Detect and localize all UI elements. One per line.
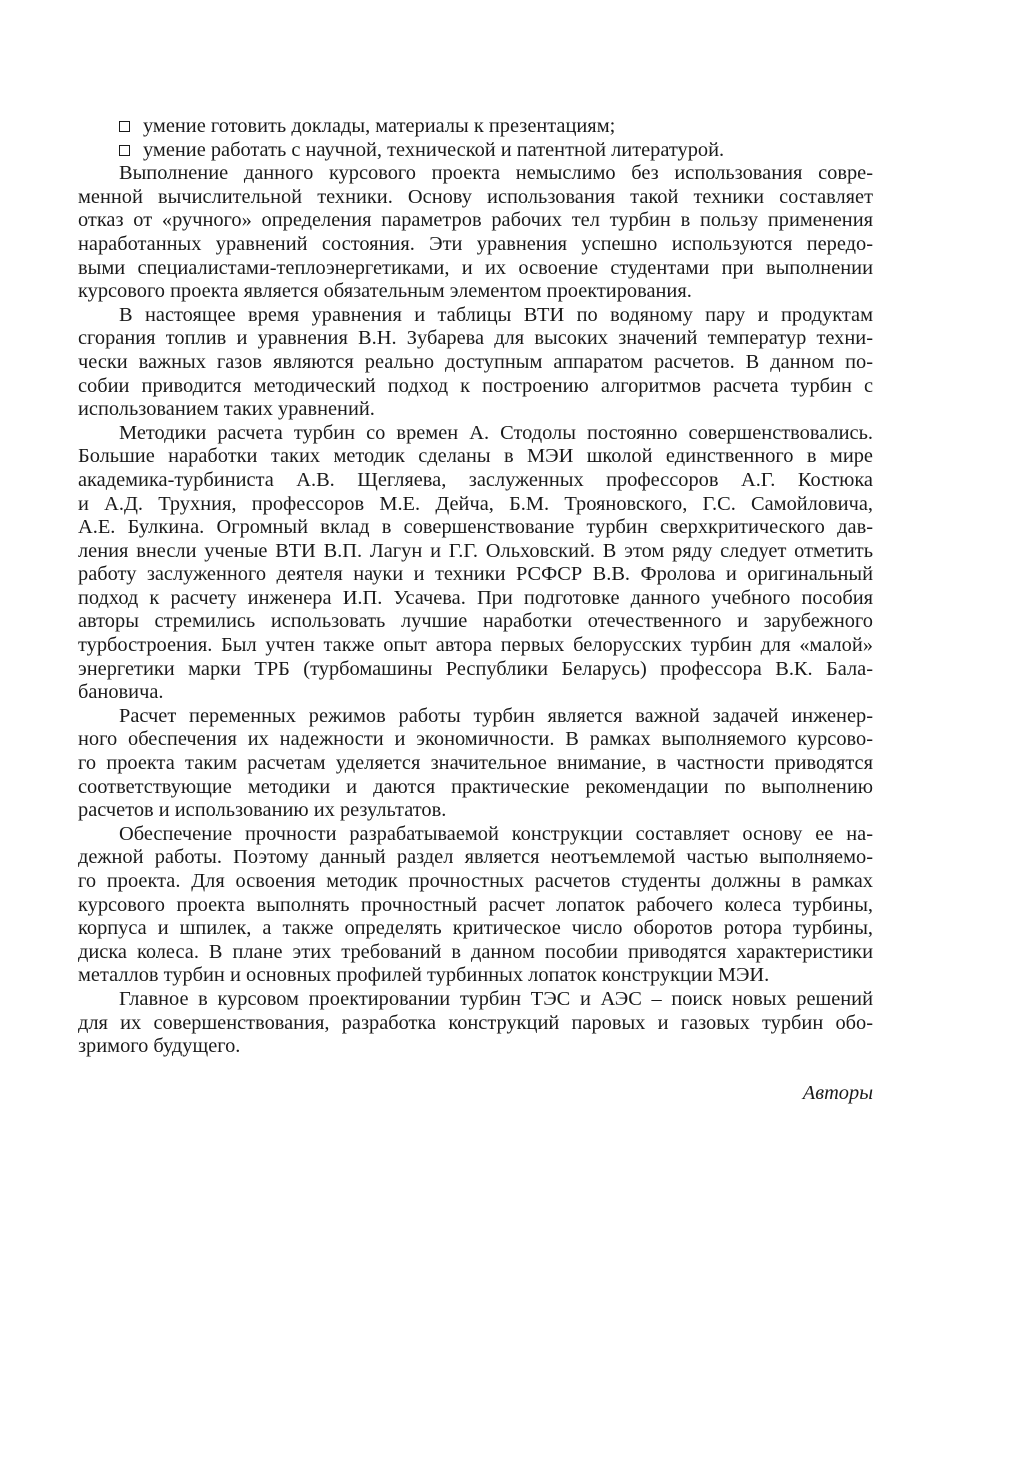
paragraph-line: металлов турбин и основных профилей турбинных лопаток конструкции МЭИ. — [78, 964, 770, 987]
paragraph-line: Расчет переменных режимов работы турбин является важной задачей инженер- — [119, 704, 873, 727]
checkbox-bullet-icon — [119, 121, 130, 132]
paragraph-line: го проекта. Для освоения методик прочностных расчетов студенты должны в рамках — [78, 870, 873, 892]
paragraph-line: диска колеса. В плане этих требований в данном пособии приводятся характеристики — [78, 940, 873, 963]
paragraph-line: Выполнение данного курсового проекта немыслимо без использования совре- — [119, 162, 873, 185]
paragraph-line: го проекта таким расчетам уделяется значительное внимание, в частности приводятся — [78, 752, 873, 775]
paragraph-line: курсового проекта выполнять прочностный расчет лопаток рабочего колеса турбины, — [78, 893, 873, 916]
paragraph-line: Главное в курсовом проектировании турбин ТЭС и АЭС – поиск новых решений — [119, 987, 873, 1010]
paragraph-line: энергетики марки ТРБ (турбомашины Республики Беларусь) профессора В.К. Бала- — [78, 657, 873, 680]
paragraph — [78, 162, 873, 304]
paragraph-line: В настоящее время уравнения и таблицы ВТИ по водяному пару и продуктам — [119, 303, 873, 326]
paragraph-line: ления внесли ученые ВТИ В.П. Лагун и Г.Г. Ольховский. В этом ряду следует отметить — [78, 539, 873, 562]
list-item-text: умение работать с научной, технической и патентной литературой. — [143, 138, 725, 161]
paragraph-line: Методики расчета турбин со времен А. Стодолы постоянно совершенствовались. — [119, 421, 873, 444]
paragraph-line: работу заслуженного деятеля науки и техники РСФСР В.В. Фролова и оригинальный — [78, 563, 873, 586]
paragraph-line: ного обеспечения их надежности и экономичности. В рамках выполняемого курсово- — [78, 728, 873, 751]
paragraph — [78, 422, 873, 705]
paragraph-line: зримого будущего. — [78, 1035, 241, 1058]
paragraphs — [78, 162, 873, 1059]
paragraph-line: соответствующие методики и даются практические рекомендации по выполнению — [78, 775, 873, 798]
paragraph-line: подход к расчету инженера И.П. Усачева. При подготовке данного учебного пособия — [78, 586, 873, 609]
paragraph — [78, 304, 873, 422]
paragraph-line: курсового проекта является обязательным элементом проектирования. — [78, 280, 692, 303]
paragraph-line: выми специалистами-теплоэнергетиками, и их освоение студентами при выполнении — [78, 256, 873, 279]
paragraph — [78, 988, 873, 1059]
paragraph-line: и А.Д. Трухния, профессоров М.Е. Дейча, Б.М. Трояновского, Г.С. Самойловича, — [78, 492, 873, 515]
paragraph-line: отказ от «ручного» определения параметров рабочих тел турбин в пользу применения — [78, 209, 873, 232]
checkbox-bullet-icon — [119, 145, 130, 156]
paragraph-line: бановича. — [78, 681, 164, 704]
page-body — [78, 115, 873, 1106]
signature: Авторы — [802, 1082, 873, 1105]
paragraph-line: для их совершенствования, разработка конструкций паровых и газовых турбин обо- — [78, 1011, 873, 1034]
paragraph-line: сгорания топлив и уравнения В.Н. Зубарева для высоких значений температур техни- — [78, 327, 873, 350]
paragraph-line: турбостроения. Был учтен также опыт автора первых белорусских турбин для «малой» — [78, 634, 873, 657]
paragraph-line: менной вычислительной техники. Основу использования такой техники составляет — [78, 185, 873, 208]
paragraph-line: корпуса и шпилек, а также определять критическое число оборотов ротора турбины, — [78, 917, 873, 940]
paragraph — [78, 823, 873, 988]
paragraph-line: академика-турбиниста А.В. Щегляева, заслуженных профессоров А.Г. Костюка — [78, 468, 873, 491]
paragraph-line: собии приводится методический подход к построению алгоритмов расчета турбин с — [78, 374, 873, 397]
paragraph-line: использованием таких уравнений. — [78, 398, 375, 421]
paragraph-line: авторы стремились использовать лучшие наработки отечественного и зарубежного — [78, 610, 873, 633]
bullet-list — [78, 115, 873, 162]
list-item-text: умение готовить доклады, материалы к презентациям; — [143, 115, 616, 137]
paragraph-line: Большие наработки таких методик сделаны в МЭИ школой единственного в мире — [78, 445, 873, 468]
paragraph-line: дежной работы. Поэтому данный раздел является неотъемлемой частью выполняемо- — [78, 846, 873, 869]
paragraph-line: чески важных газов являются реально доступным аппаратом расчетов. В данном по- — [78, 350, 873, 373]
list-item — [119, 115, 873, 139]
list-item — [119, 139, 873, 163]
paragraph-line: Обеспечение прочности разрабатываемой конструкции составляет основу ее на- — [119, 822, 873, 845]
paragraph-line: расчетов и использованию их результатов. — [78, 799, 447, 822]
paragraph-line: А.Е. Булкина. Огромный вклад в совершенствование турбин сверхкритического дав- — [78, 516, 873, 539]
paragraph-line: наработанных уравнений состояния. Эти уравнения успешно используются передо- — [78, 232, 873, 255]
paragraph — [78, 705, 873, 823]
